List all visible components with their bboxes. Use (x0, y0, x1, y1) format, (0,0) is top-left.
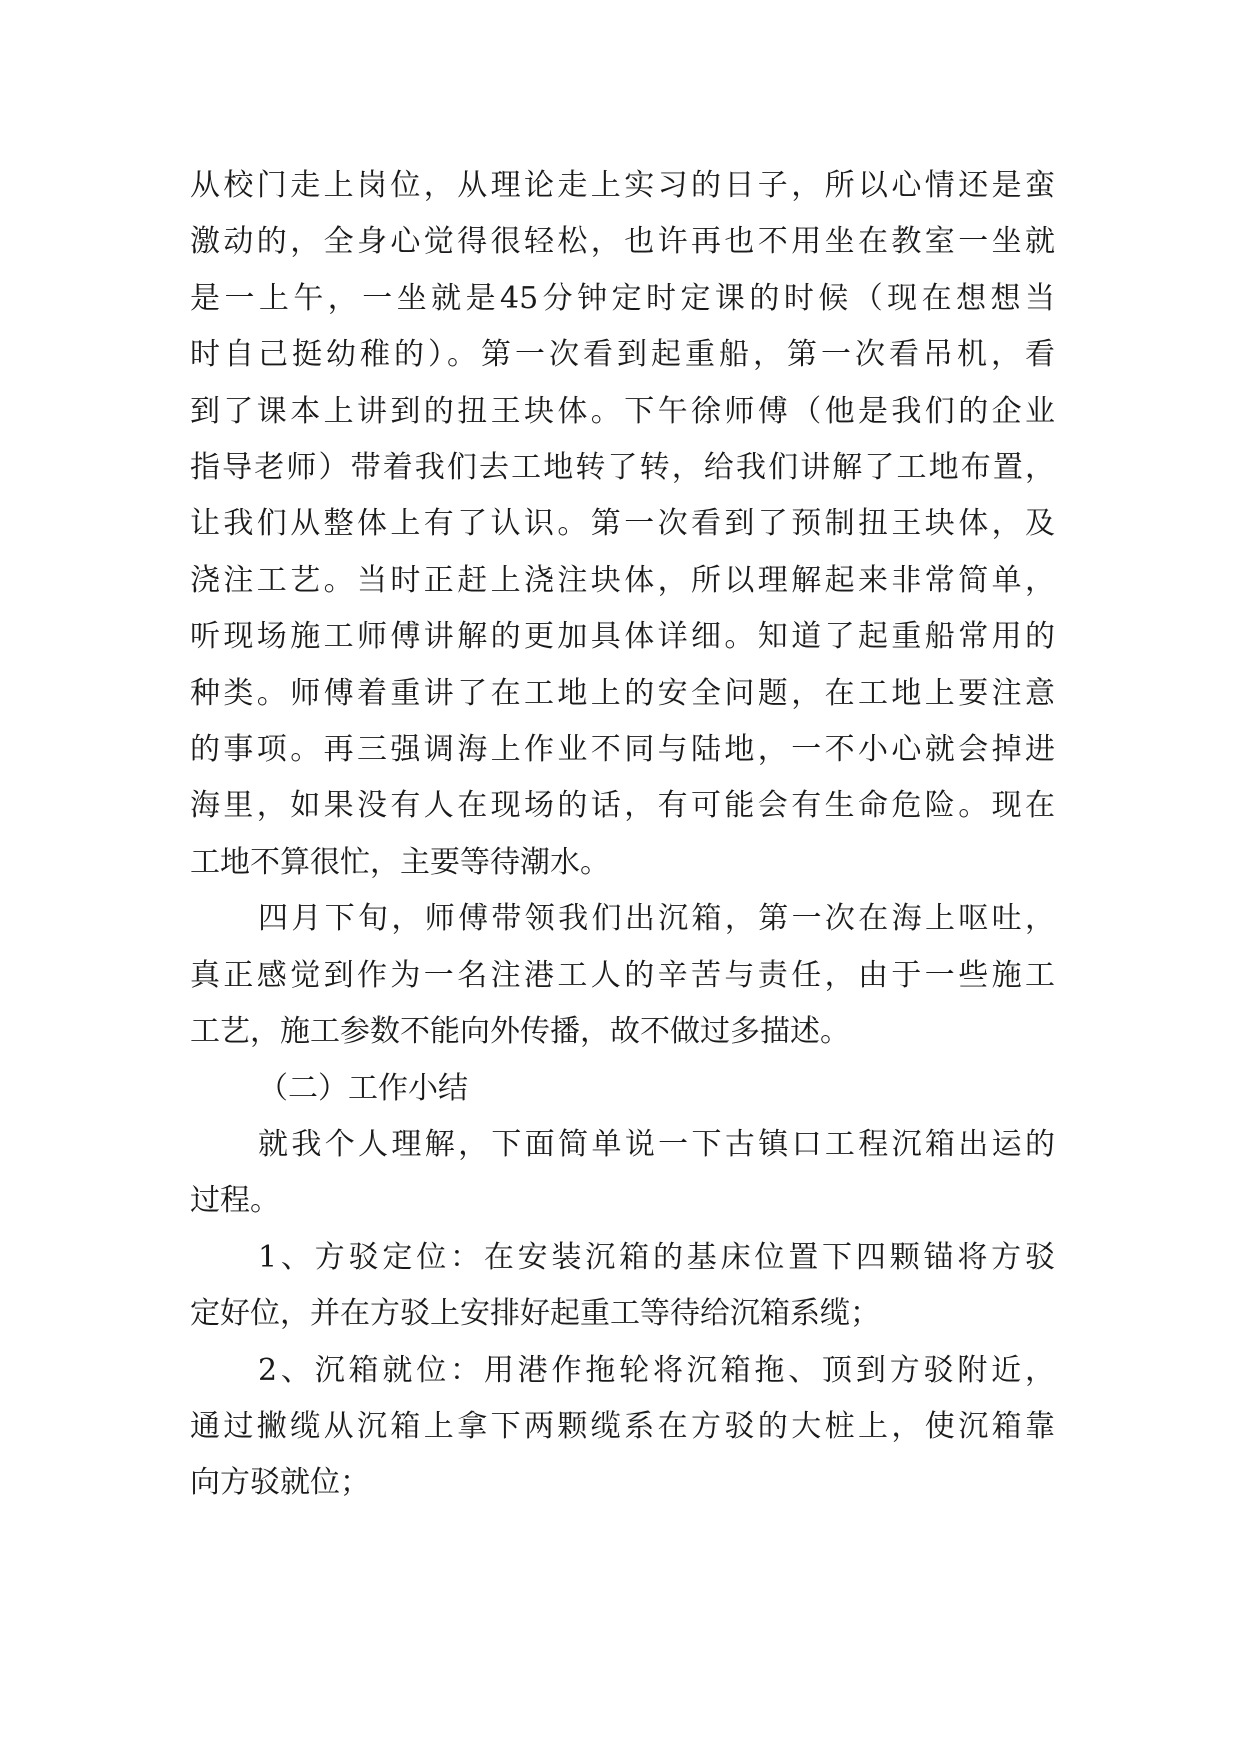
text-line: 定好位，并在方驳上安排好起重工等待给沉箱系缆； (190, 1296, 880, 1332)
text-line: 向方驳就位； (190, 1465, 370, 1501)
text-line: 真正感觉到作为一名注港工人的辛苦与责任，由于一些施工 (190, 957, 1055, 993)
paragraph-5 (190, 1230, 1055, 1343)
text-line: 通过撇缆从沉箱上拿下两颗缆系在方驳的大桩上，使沉箱靠 (190, 1408, 1055, 1444)
paragraph-4 (190, 1117, 1055, 1230)
text-line: 时自己挺幼稚的）。第一次看到起重船，第一次看吊机，看 (190, 337, 1055, 373)
text-line: 四月下旬，师傅带领我们出沉箱，第一次在海上呕吐， (258, 901, 1055, 937)
text-line: 过程。 (190, 1183, 280, 1219)
text-line: 种类。师傅着重讲了在工地上的安全问题，在工地上要注意 (190, 675, 1055, 711)
body-text (190, 158, 1055, 1512)
text-line: 1、方驳定位：在安装沉箱的基床位置下四颗锚将方驳 (258, 1239, 1055, 1275)
text-line: 的事项。再三强调海上作业不同与陆地，一不小心就会掉进 (190, 732, 1055, 768)
section-heading (190, 1061, 1055, 1117)
text-line: 让我们从整体上有了认识。第一次看到了预制扭王块体，及 (190, 506, 1055, 542)
text-line: 浇注工艺。当时正赶上浇注块体，所以理解起来非常简单， (190, 562, 1055, 598)
text-line: 2、沉箱就位：用港作拖轮将沉箱拖、顶到方驳附近， (258, 1352, 1055, 1388)
paragraph-1 (190, 158, 1055, 891)
paragraph-2 (190, 891, 1055, 1060)
text-line: 到了课本上讲到的扭王块体。下午徐师傅（他是我们的企业 (190, 393, 1055, 429)
text-line: 听现场施工师傅讲解的更加具体详细。知道了起重船常用的 (190, 619, 1055, 655)
text-line: 激动的，全身心觉得很轻松，也许再也不用坐在教室一坐就 (190, 224, 1055, 260)
text-line: 海里，如果没有人在现场的话，有可能会有生命危险。现在 (190, 788, 1055, 824)
section-heading-text: （二）工作小结 (258, 1070, 468, 1106)
text-line: 工艺，施工参数不能向外传播，故不做过多描述。 (190, 1014, 850, 1050)
text-line: 就我个人理解，下面简单说一下古镇口工程沉箱出运的 (258, 1126, 1055, 1162)
text-line: 是一上午，一坐就是45分钟定时定课的时候（现在想想当 (190, 280, 1055, 316)
text-line: 指导老师）带着我们去工地转了转，给我们讲解了工地布置， (190, 450, 1055, 486)
text-line: 工地不算很忙，主要等待潮水。 (190, 844, 610, 880)
paragraph-6 (190, 1343, 1055, 1512)
text-line: 从校门走上岗位，从理论走上实习的日子，所以心情还是蛮 (190, 168, 1055, 203)
